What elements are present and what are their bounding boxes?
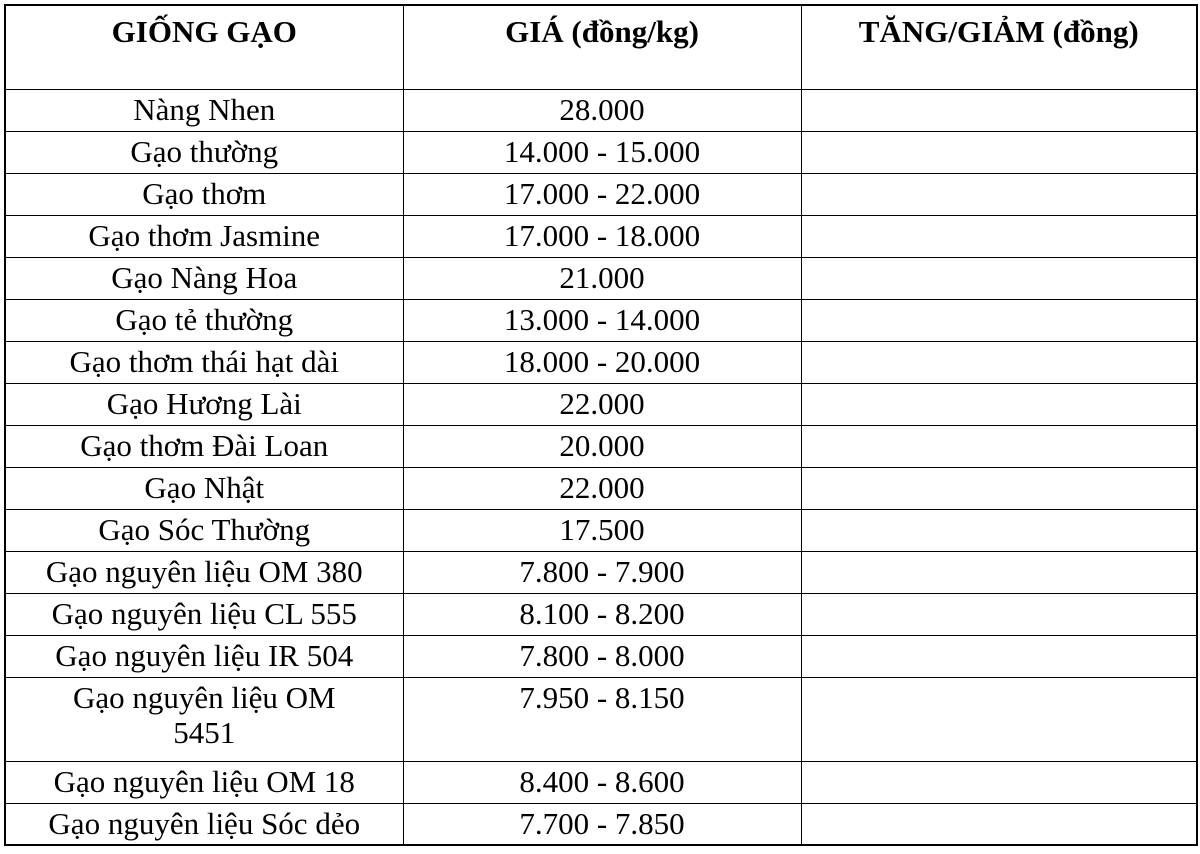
variety-cell: Gạo nguyên liệu CL 555 [5, 593, 403, 635]
change-cell [801, 341, 1197, 383]
change-cell [801, 803, 1197, 845]
table-row [5, 761, 1197, 803]
table-row [5, 509, 1197, 551]
price-cell: 22.000 [403, 467, 801, 509]
variety-cell: Gạo nguyên liệu Sóc dẻo [5, 803, 403, 845]
table-row [5, 257, 1197, 299]
variety-cell: Gạo thơm Jasmine [5, 215, 403, 257]
table-row [5, 215, 1197, 257]
change-cell [801, 761, 1197, 803]
table-row [5, 803, 1197, 845]
variety-cell: Gạo thơm [5, 173, 403, 215]
change-cell [801, 551, 1197, 593]
price-cell: 22.000 [403, 383, 801, 425]
variety-cell: Nàng Nhen [5, 89, 403, 131]
variety-cell: Gạo Sóc Thường [5, 509, 403, 551]
change-cell [801, 677, 1197, 761]
variety-cell: Gạo Hương Lài [5, 383, 403, 425]
price-cell: 28.000 [403, 89, 801, 131]
header-variety: GIỐNG GẠO [5, 5, 403, 89]
change-cell [801, 383, 1197, 425]
change-cell [801, 635, 1197, 677]
table-row [5, 635, 1197, 677]
table-row [5, 467, 1197, 509]
table-row [5, 131, 1197, 173]
change-cell [801, 299, 1197, 341]
table-row [5, 593, 1197, 635]
table-row [5, 383, 1197, 425]
table-row [5, 677, 1197, 761]
change-cell [801, 593, 1197, 635]
variety-cell: Gạo nguyên liệu IR 504 [5, 635, 403, 677]
change-cell [801, 131, 1197, 173]
price-cell: 7.800 - 7.900 [403, 551, 801, 593]
change-cell [801, 509, 1197, 551]
price-cell: 7.700 - 7.850 [403, 803, 801, 845]
price-cell: 7.950 - 8.150 [403, 677, 801, 761]
price-cell: 20.000 [403, 425, 801, 467]
variety-cell: Gạo Nhật [5, 467, 403, 509]
variety-cell: Gạo tẻ thường [5, 299, 403, 341]
price-cell: 8.400 - 8.600 [403, 761, 801, 803]
variety-cell: Gạo thơm Đài Loan [5, 425, 403, 467]
table-row [5, 89, 1197, 131]
price-cell: 17.000 - 22.000 [403, 173, 801, 215]
header-change: TĂNG/GIẢM (đồng) [801, 5, 1197, 89]
change-cell [801, 467, 1197, 509]
variety-cell: Gạo thơm thái hạt dài [5, 341, 403, 383]
table-row [5, 425, 1197, 467]
header-row [5, 5, 1197, 89]
price-cell: 21.000 [403, 257, 801, 299]
rice-price-table [4, 4, 1198, 846]
variety-cell [5, 677, 403, 761]
variety-cell: Gạo thường [5, 131, 403, 173]
change-cell [801, 425, 1197, 467]
price-cell: 7.800 - 8.000 [403, 635, 801, 677]
change-cell [801, 257, 1197, 299]
variety-cell: Gạo Nàng Hoa [5, 257, 403, 299]
change-cell [801, 215, 1197, 257]
change-cell [801, 173, 1197, 215]
price-cell: 17.000 - 18.000 [403, 215, 801, 257]
price-cell: 8.100 - 8.200 [403, 593, 801, 635]
variety-text: Gạo nguyên liệu OM 5451 [72, 679, 336, 751]
change-cell [801, 89, 1197, 131]
header-price: GIÁ (đồng/kg) [403, 5, 801, 89]
variety-cell: Gạo nguyên liệu OM 380 [5, 551, 403, 593]
price-cell: 17.500 [403, 509, 801, 551]
price-cell: 14.000 - 15.000 [403, 131, 801, 173]
price-cell: 18.000 - 20.000 [403, 341, 801, 383]
table-row [5, 173, 1197, 215]
table-row [5, 341, 1197, 383]
price-cell: 13.000 - 14.000 [403, 299, 801, 341]
table-row [5, 299, 1197, 341]
table-row [5, 551, 1197, 593]
variety-cell: Gạo nguyên liệu OM 18 [5, 761, 403, 803]
